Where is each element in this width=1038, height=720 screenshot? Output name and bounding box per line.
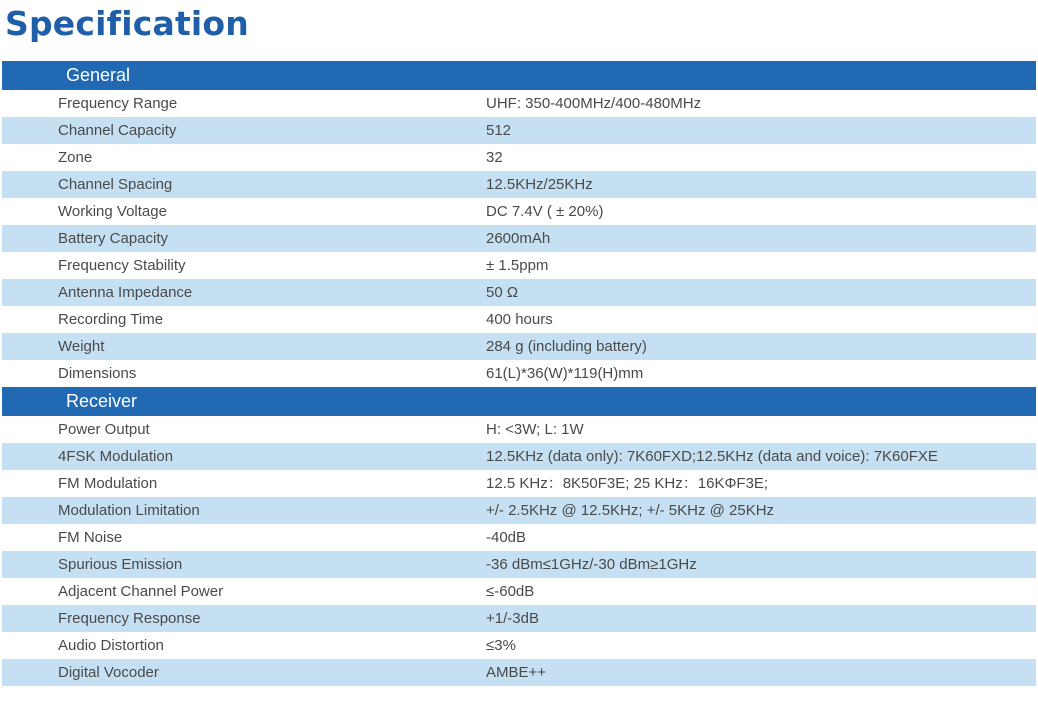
table-row: [2, 279, 1036, 306]
spec-label: Dimensions: [58, 365, 137, 382]
spec-label: Adjacent Channel Power: [58, 583, 224, 600]
spec-label: Frequency Range: [58, 95, 178, 112]
spec-label: Spurious Emission: [58, 556, 183, 573]
spec-label: Zone: [58, 149, 93, 166]
table-row: [2, 632, 1036, 659]
spec-value: H: <3W; L: 1W: [486, 421, 584, 438]
spec-value: 12.5KHz (data only): 7K60FXD;12.5KHz (data and voice): 7K60FXE: [486, 448, 938, 465]
table-row: [2, 333, 1036, 360]
section-header-general: General: [2, 61, 1036, 90]
spec-value: ≤3%: [486, 637, 516, 654]
spec-value: -36 dBm≤1GHz/-30 dBm≥1GHz: [486, 556, 697, 573]
spec-value: +1/-3dB: [486, 610, 539, 627]
spec-label: FM Modulation: [58, 475, 158, 492]
table-row: [2, 306, 1036, 333]
spec-label: Frequency Stability: [58, 257, 186, 274]
table-row: [2, 497, 1036, 524]
spec-label: Battery Capacity: [58, 230, 169, 247]
spec-label: Recording Time: [58, 311, 164, 328]
table-row: [2, 171, 1036, 198]
spec-value: DC 7.4V ( ± 20%): [486, 203, 604, 220]
table-row: [2, 90, 1036, 117]
table-row: [2, 524, 1036, 551]
spec-value: ± 1.5ppm: [486, 257, 549, 274]
table-row: [2, 144, 1036, 171]
spec-value: 400 hours: [486, 311, 553, 328]
spec-value: 12.5KHz/25KHz: [486, 176, 593, 193]
table-row: [2, 198, 1036, 225]
section-header-receiver: Receiver: [2, 387, 1036, 416]
table-row: [2, 252, 1036, 279]
spec-label: Power Output: [58, 421, 150, 438]
spec-value: 50 Ω: [486, 284, 519, 301]
spec-label: Working Voltage: [58, 203, 167, 220]
spec-label: 4FSK Modulation: [58, 448, 174, 465]
table-row: [2, 225, 1036, 252]
spec-value: 2600mAh: [486, 230, 551, 247]
spec-label: Channel Capacity: [58, 122, 177, 139]
spec-value: 284 g (including battery): [486, 338, 647, 355]
spec-value: 61(L)*36(W)*119(H)mm: [486, 365, 644, 382]
page-title: Specification: [5, 4, 249, 43]
spec-value: 12.5 KHz：8K50F3E; 25 KHz：16KΦF3E;: [486, 475, 769, 492]
table-row: [2, 470, 1036, 497]
table-row: [2, 659, 1036, 686]
table-row: [2, 416, 1036, 443]
spec-label: Weight: [58, 338, 105, 355]
spec-value: 512: [486, 122, 512, 139]
spec-value: AMBE++: [486, 664, 547, 681]
spec-label: Channel Spacing: [58, 176, 173, 193]
table-row: [2, 578, 1036, 605]
specification-table: [2, 61, 1036, 686]
spec-label: FM Noise: [58, 529, 123, 546]
spec-value: ≤-60dB: [486, 583, 535, 600]
spec-value: 32: [486, 149, 503, 166]
spec-label: Modulation Limitation: [58, 502, 200, 519]
table-row: [2, 443, 1036, 470]
table-row: [2, 360, 1036, 387]
spec-label: Audio Distortion: [58, 637, 164, 654]
spec-label: Antenna Impedance: [58, 284, 193, 301]
spec-label: Frequency Response: [58, 610, 201, 627]
spec-value: +/- 2.5KHz @ 12.5KHz; +/- 5KHz @ 25KHz: [486, 502, 775, 519]
table-row: [2, 605, 1036, 632]
table-row: [2, 551, 1036, 578]
spec-label: Digital Vocoder: [58, 664, 159, 681]
table-row: [2, 117, 1036, 144]
spec-value: -40dB: [486, 529, 527, 546]
spec-value: UHF: 350-400MHz/400-480MHz: [486, 95, 702, 112]
